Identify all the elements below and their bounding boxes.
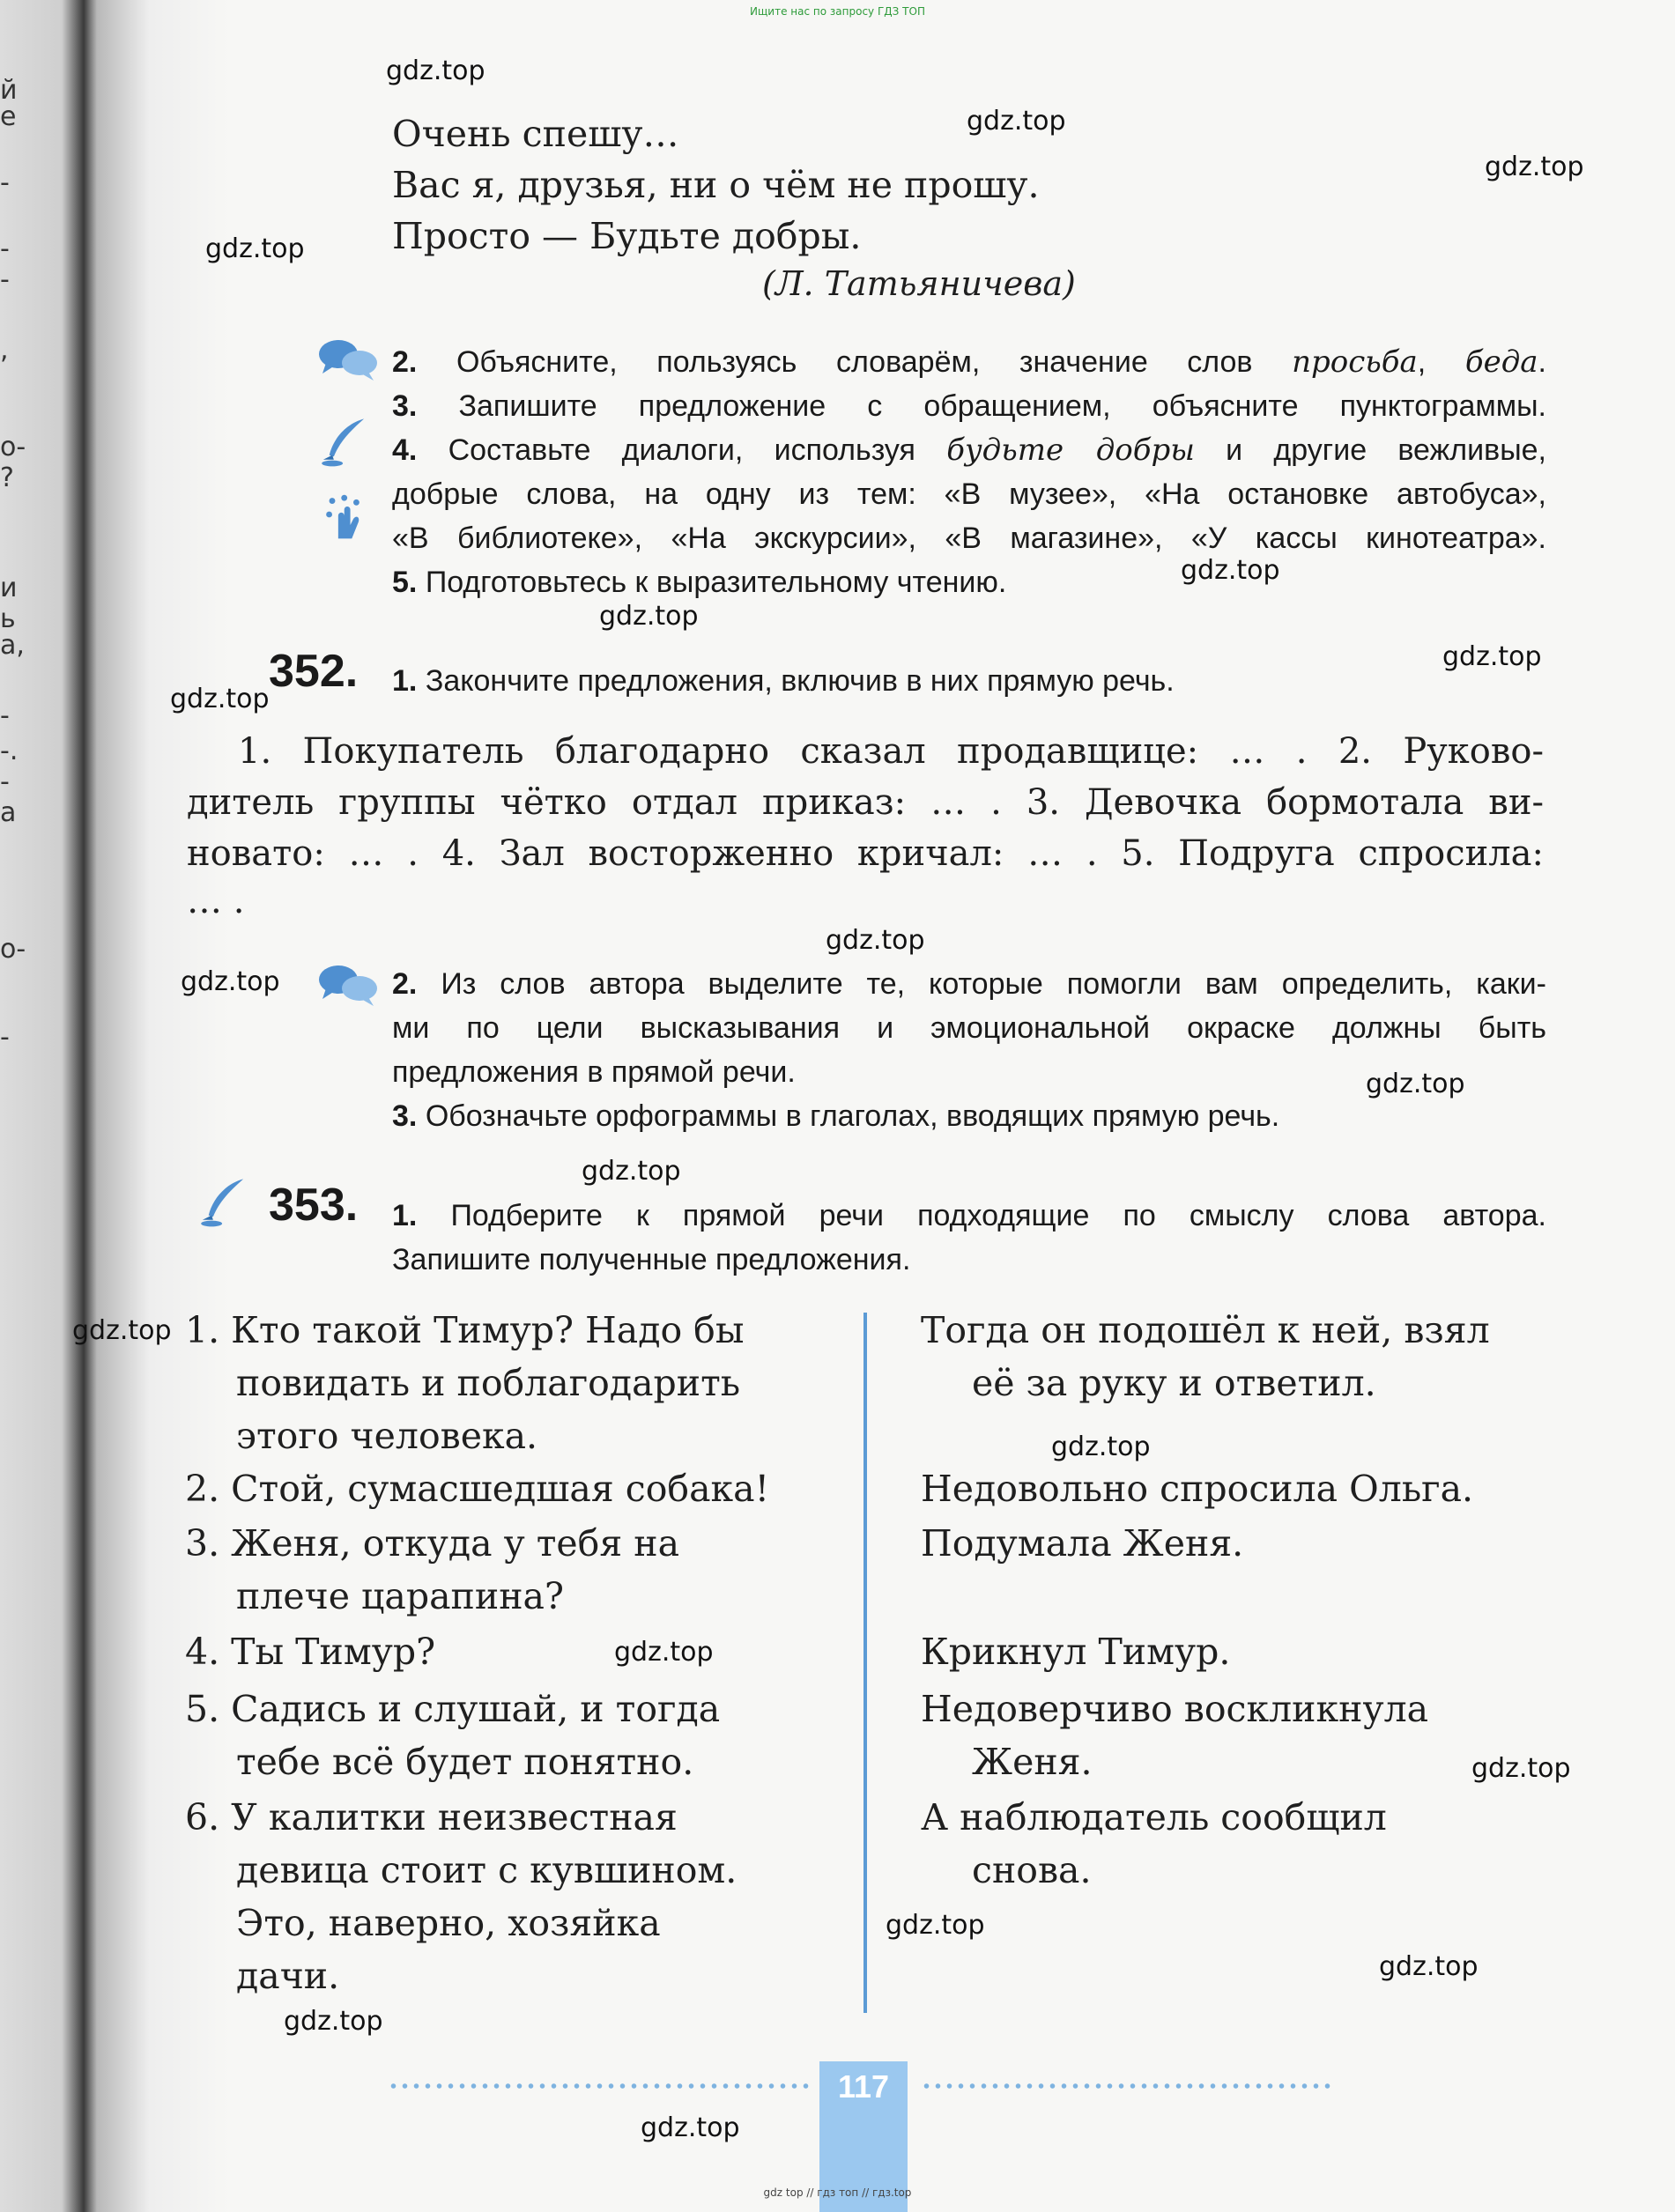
ex352-sentences-line: 1. Покупатель благодарно сказал продавщице: … . 2. Руково- — [238, 731, 1544, 772]
poem-line: Просто — Будьте добры. — [392, 215, 862, 257]
author-words-line: А наблюдатель сообщил — [921, 1796, 1387, 1838]
direct-speech-line: повидать и поблагодарить — [236, 1362, 741, 1404]
edge-fragment: , — [0, 335, 9, 366]
ex352-task-2: 2. Из слов автора выделите те, которые помогли вам определить, каки- — [392, 967, 1546, 1001]
author-words-line: Подумала Женя. — [921, 1522, 1244, 1565]
ex352-task-3: 3. Обозначьте орфограммы в глаголах, вводящих прямую речь. — [392, 1099, 1280, 1133]
ex353-task-1: 1. Подберите к прямой речи подходящие по смыслу слова автора. — [392, 1199, 1546, 1232]
watermark-text: gdz.top — [1366, 1069, 1465, 1099]
author-words-line: Женя. — [972, 1741, 1093, 1783]
watermark-text: gdz.top — [582, 1156, 681, 1187]
watermark-text: gdz.top — [181, 966, 280, 997]
watermark-text: gdz.top — [170, 684, 270, 714]
watermark-text: gdz.top — [599, 601, 699, 632]
footer-dotted-rule — [388, 2083, 811, 2089]
ex352-sentences-line: дитель группы чётко отдал приказ: … . 3. Девочка бормотала ви- — [187, 782, 1544, 823]
watermark-text: gdz.top — [826, 925, 925, 956]
watermark-text: gdz.top — [205, 233, 305, 264]
author-words-line: снова. — [972, 1849, 1092, 1891]
ex352-sentences-line: … . — [187, 881, 245, 921]
ex353-task-1-line2: Запишите полученные предложения. — [392, 1243, 911, 1276]
watermark-text: gdz.top — [1471, 1753, 1571, 1784]
edge-fragment: а — [0, 797, 17, 828]
bottom-banner: gdz top // гдз топ // гдз.top — [763, 2186, 912, 2199]
footer-dotted-rule — [921, 2083, 1335, 2089]
edge-fragment: а, — [0, 630, 25, 661]
direct-speech-line: 4. Ты Тимур? — [185, 1631, 436, 1673]
direct-speech-line: 2. Стой, сумасшедшая собака! — [185, 1468, 770, 1510]
direct-speech-line: дачи. — [236, 1955, 340, 1997]
poem-author: (Л. Татьяничева) — [762, 264, 1076, 303]
edge-fragment: - — [0, 264, 10, 295]
edge-fragment: - — [0, 700, 10, 731]
edge-fragment: о- — [0, 934, 26, 965]
poem-line: Вас я, друзья, ни о чём не прошу. — [392, 164, 1040, 206]
edge-fragment: й — [0, 75, 18, 106]
ex352-task-2-line3: предложения в прямой речи. — [392, 1055, 796, 1089]
direct-speech-line: 3. Женя, откуда у тебя на — [185, 1522, 680, 1565]
direct-speech-line: тебе всё будет понятно. — [236, 1741, 694, 1783]
edge-fragment: - — [0, 233, 10, 264]
ex351-task-5: 5. Подготовьтесь к выразительному чтению. — [392, 566, 1007, 599]
author-words-line: Тогда он подошёл к ней, взял — [921, 1309, 1490, 1351]
quill-pen-icon — [192, 1176, 254, 1229]
edge-fragment: е — [0, 101, 17, 132]
edge-fragment: - — [0, 766, 10, 797]
hand-icon — [317, 493, 379, 546]
author-words-line: Крикнул Тимур. — [921, 1631, 1231, 1673]
edge-fragment: - — [0, 167, 10, 198]
direct-speech-line: Это, наверно, хозяйка — [236, 1902, 661, 1944]
speech-bubbles-icon — [317, 960, 379, 1013]
direct-speech-line: этого человека. — [236, 1415, 538, 1457]
ex351-task-4-line2: добрые слова, на одну из тем: «В музее», «На остановке автобуса», — [392, 477, 1546, 511]
direct-speech-line: 6. У калитки неизвестная — [185, 1796, 678, 1838]
watermark-text: gdz.top — [72, 1315, 172, 1346]
watermark-text: gdz.top — [1379, 1951, 1479, 1982]
ex352-task-1: 1. Закончите предложения, включив в них прямую речь. — [392, 664, 1175, 698]
watermark-text: gdz.top — [886, 1910, 985, 1941]
watermark-text: gdz.top — [1181, 555, 1280, 586]
top-banner: Ищите нас по запросу ГДЗ ТОП — [750, 5, 925, 18]
watermark-text: gdz.top — [1051, 1432, 1151, 1462]
direct-speech-line: 1. Кто такой Тимур? Надо бы — [185, 1309, 745, 1351]
poem-line: Очень спешу… — [392, 113, 679, 155]
ex351-task-3: 3. Запишите предложение с обращением, объясните пунктограммы. — [392, 389, 1546, 423]
quill-pen-icon — [313, 416, 374, 469]
direct-speech-line: 5. Садись и слушай, и тогда — [185, 1688, 721, 1730]
watermark-text: gdz.top — [386, 55, 485, 86]
direct-speech-line: плече царапина? — [236, 1575, 564, 1617]
edge-fragment: о- — [0, 432, 26, 462]
ex351-task-4-line3: «В библиотеке», «На экскурсии», «В магазине», «У кассы кинотеатра». — [392, 522, 1546, 555]
watermark-text: gdz.top — [1442, 641, 1542, 672]
exercise-number-352: 352. — [269, 646, 359, 697]
edge-fragment: и — [0, 573, 18, 603]
edge-fragment: - — [0, 1022, 10, 1053]
edge-fragment: ? — [0, 462, 14, 493]
watermark-text: gdz.top — [284, 2006, 383, 2037]
ex351-task-4: 4. Составьте диалоги, используя будьте добры и другие вежливые, — [392, 433, 1546, 468]
watermark-text: gdz.top — [967, 106, 1066, 137]
speech-bubbles-icon — [317, 335, 379, 388]
author-words-line: Недовольно спросила Ольга. — [921, 1468, 1474, 1510]
author-words-line: Недоверчиво воскликнула — [921, 1688, 1429, 1730]
watermark-text: gdz.top — [1485, 152, 1584, 182]
watermark-text: gdz.top — [641, 2112, 740, 2143]
ex351-task-2: 2. Объясните, пользуясь словарём, значение слов просьба, беда. — [392, 344, 1546, 380]
exercise-number-353: 353. — [269, 1180, 359, 1231]
ex352-sentences-line: новато: … . 4. Зал восторженно кричал: … . 5. Подруга спросила: — [187, 833, 1544, 874]
edge-fragment: -. — [0, 736, 19, 766]
direct-speech-line: девица стоит с кувшином. — [236, 1849, 737, 1891]
page-number: 117 — [837, 2068, 890, 2105]
edge-fragment: ь — [0, 603, 16, 634]
author-words-line: её за руку и ответил. — [972, 1362, 1376, 1404]
ex352-task-2-line2: ми по цели высказывания и эмоциональной окраске должны быть — [392, 1011, 1546, 1045]
watermark-text: gdz.top — [614, 1637, 714, 1668]
